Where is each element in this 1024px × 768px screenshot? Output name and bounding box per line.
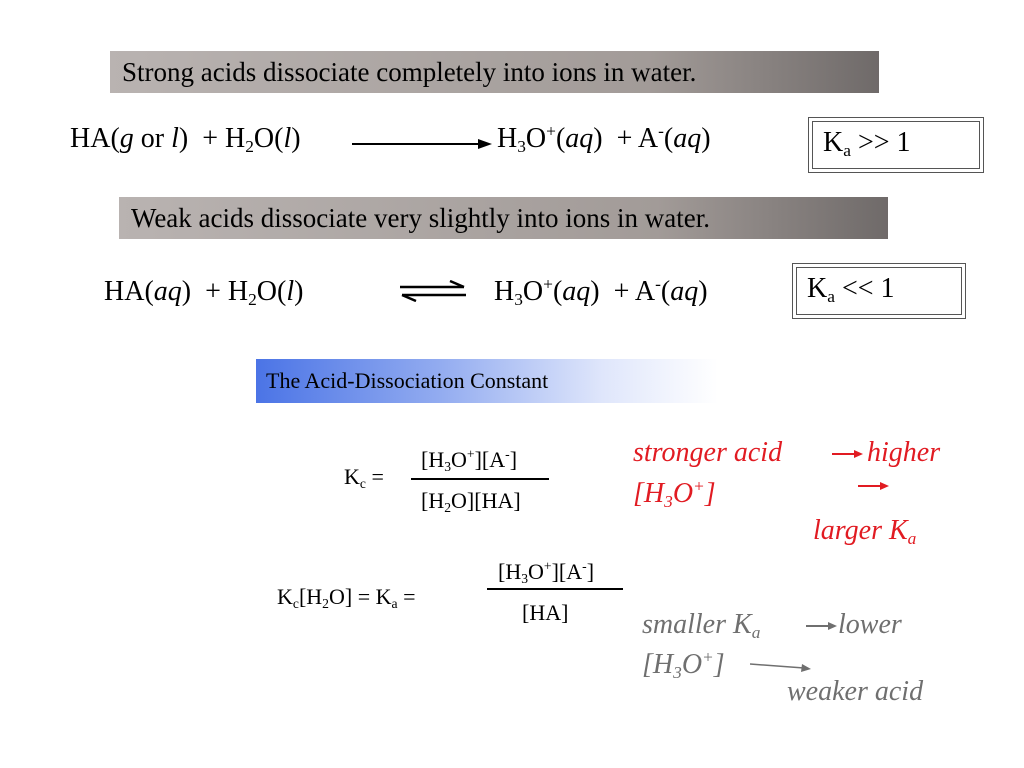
weak-acid-banner	[119, 197, 888, 239]
weak-note-line3: weaker acid	[787, 676, 924, 707]
strong-note-line2: $[H_3O^+]$	[633, 476, 716, 511]
weak-note-lower: lower	[838, 609, 902, 640]
section-title	[256, 359, 718, 403]
arrow-right-icon	[858, 480, 890, 492]
strong-acid-banner	[110, 51, 879, 93]
strong-note-higher: higher	[867, 437, 941, 468]
strong-acid-products: $H_3O^+(aq) + A^-(aq)$	[497, 121, 711, 156]
section-title-text: The Acid-Dissociation Constant	[266, 368, 549, 393]
strong-note-line3: larger $K_a$	[813, 515, 917, 548]
arrow-right-icon	[750, 660, 812, 674]
kc-label: $K_c$ =	[344, 464, 384, 491]
ka-label: $K_c[H_2O] = K_a$ =	[277, 584, 416, 611]
kc-denominator: $[H_2O][HA]$	[421, 488, 521, 515]
ka-denominator: [HA]	[522, 600, 569, 625]
weak-acid-products: $H_3O^+(aq) + A^-(aq)$	[494, 274, 708, 309]
kc-numerator: $[H_3O^+][A^-]$	[421, 446, 518, 474]
kc-fraction-bar	[411, 478, 549, 480]
arrow-right-icon	[832, 448, 864, 460]
strong-note-line1: stronger acid	[633, 437, 783, 468]
strong-ka-text: $K_a >> 1$	[812, 121, 980, 169]
weak-acid-reactants: $HA(aq) + H_2O(l)$	[104, 276, 304, 309]
weak-note-line1: smaller $K_a$	[642, 609, 761, 642]
equilibrium-arrows	[398, 280, 468, 302]
weak-ka-text: $K_a << 1$	[796, 267, 962, 315]
weak-acid-banner-text: Weak acids dissociate very slightly into ions in water.	[131, 203, 710, 233]
weak-ka-box	[792, 263, 966, 319]
strong-acid-banner-text: Strong acids dissociate completely into ions in water.	[122, 57, 697, 87]
strong-acid-reactants: HA(g or $l) + H_2O(l)$	[70, 123, 301, 156]
forward-arrow	[352, 136, 492, 152]
strong-ka-box	[808, 117, 984, 173]
ka-fraction-bar	[487, 588, 623, 590]
ka-numerator: $[H_3O^+][A^-]$	[498, 558, 595, 586]
arrow-right-icon	[806, 620, 838, 632]
weak-note-line2: $[H_3O^+]$	[642, 647, 725, 682]
